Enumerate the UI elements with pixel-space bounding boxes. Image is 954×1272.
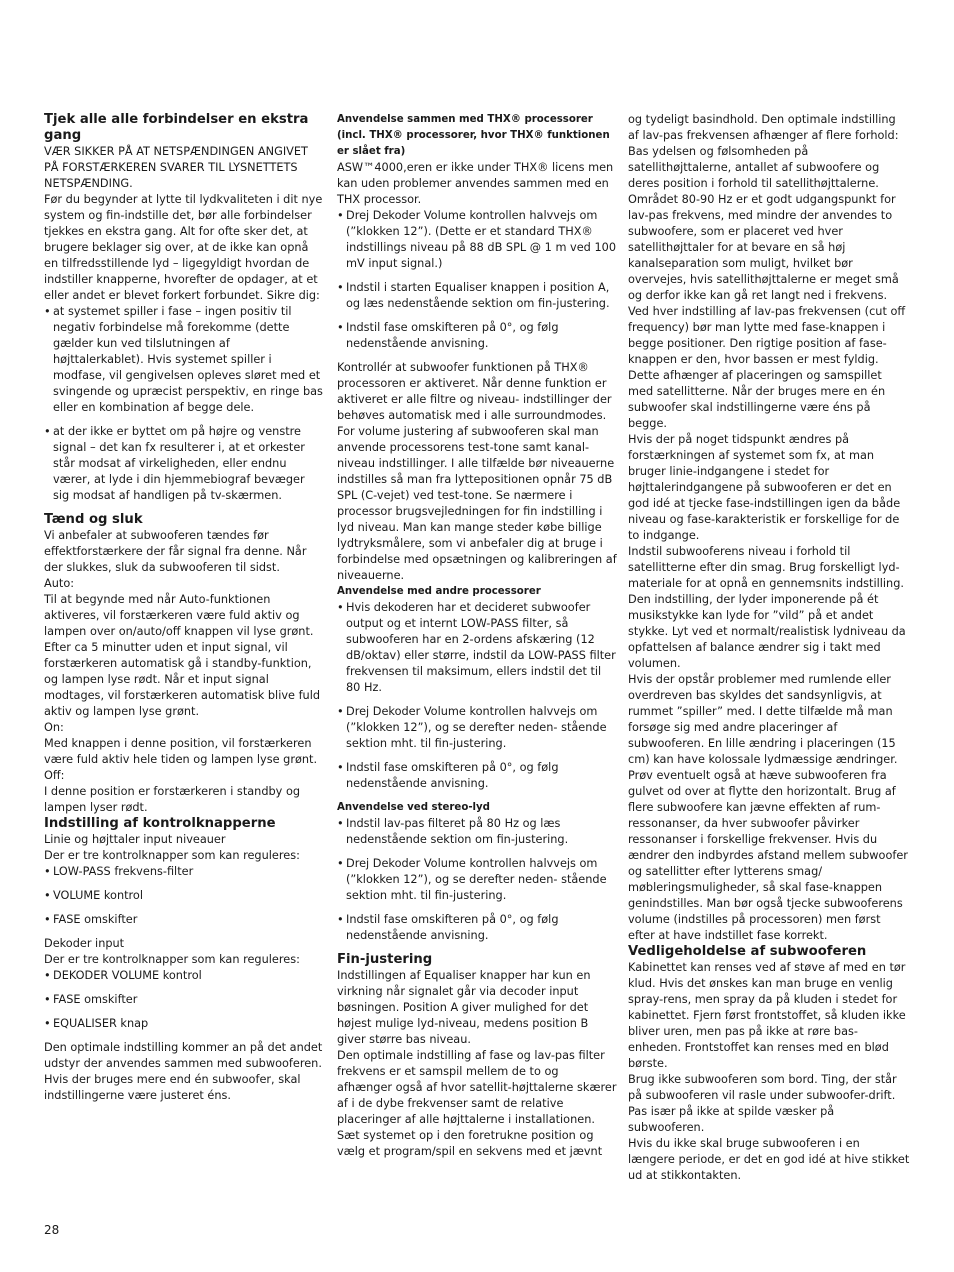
bullet-list [337, 208, 617, 352]
list-item: • EQUALISER knap [44, 1016, 324, 1032]
paragraph: ASW™4000,eren er ikke under THX® licens men kan uden problemer anvendes sammen med en THX processor. [337, 161, 614, 206]
bullet-list [337, 816, 617, 944]
bullet-list [44, 968, 324, 1032]
heading-tjek-alle-alle-forbindelser-en-ekstra-ga: Tjek alle alle forbindelser en ekstra gang [44, 112, 309, 143]
list-item: • at der ikke er byttet om på højre og venstre signal – det kan fx resulterer i, at et orkester står modsat af virkeligheden, eller endnu værer, at lyde i din hjemmebiograf bevæger sig modsat af handligen på tv-skærmen. [44, 424, 324, 504]
list-item: • Indstil fase omskifteren på 0°, og følg nedenstående anvisning. [337, 912, 617, 944]
paragraph: VÆR SIKKER PÅ AT NETSPÆNDINGEN ANGIVET PÅ FORSTÆRKEREN SVARER TIL LYSNETTETS NETSPÆNDING. [44, 145, 308, 190]
paragraph: Der er tre kontrolknapper som kan reguleres: [44, 953, 300, 966]
list-item: • Indstil lav-pas filteret på 80 Hz og læs nedenstående sektion om fin-justering. [337, 816, 617, 848]
paragraph: Før du begynder at lytte til lydkvaliteten i dit nye system og fin-indstille det, bør alle forbindelser tjekkes en ekstra gang. Alt for ofte sker det, at brugere beklager sig over, at de ikke kan opnå en tilfredsstillende lyd – ligegyldigt hvordan de indstiller knapperne, hvorefter de opdager, at et eller andet er blevet forkert forbundet. Sikre dig: [44, 193, 323, 302]
paragraph: Auto: Til at begynde med når Auto-funktionen aktiveres, vil forstærkeren være fuld aktiv og lampen over on/auto/off knappen vil lyse grønt. Efter ca 5 minutter uden et input signal, vil forstærkeren automatisk gå i standby-funktion, og lampen lyse rødt. Når et input signal modtages, vil forstærkeren automatisk blive fuld aktiv og lampen lyse grønt. [44, 577, 321, 718]
list-item: • Drej Dekoder Volume kontrollen halvvejs om (”klokken 12”), og se derefter neden- stående sektion mht. til fin-justering. [337, 704, 617, 752]
heading-anvendelse-sammen-med-thx-processorer-in: Anvendelse sammen med THX® processorer (incl. THX® processorer, hvor THX® funktionen er slået fra) [337, 114, 610, 157]
paragraph: Off: I denne position er forstærkeren i standby og lampen lyser rødt. [44, 769, 301, 814]
heading-tænd-og-sluk: Tænd og sluk [44, 512, 143, 527]
paragraph: Kabinettet kan renses ved af støve af med en tør klud. Hvis det ønskes kan man bruge en venlig spray-rens, men spray da på kluden i stedet for kabinettet. Fjern først frontstoffet, så kluden ikke bliver uren, men pas på ikke at røre bas-enheden. Frontstoffet kan renses med en blød børste. [628, 961, 906, 1070]
heading-vedligeholdelse-af-subwooferen: Vedligeholdelse af subwooferen [628, 944, 867, 959]
paragraph: Hvis der på noget tidspunkt ændres på forstærkningen af systemet som fx, at man bruger linie-indgangene i stedet for højttalerindgangene på subwooferen er det en god idé at tjecke fase-indstillingen igen da både niveau og fase-karakteristik er forskellige for de to indgange. [628, 433, 901, 542]
list-item: • Hvis dekoderen har et decideret subwoofer output og et internt LOW-PASS filter, så subwooferen har en 2-ordens afskæring (12 dB/oktav) eller større, indstil da LOW-PASS filter frekvensen til maksimum, ellers indstil det til 80 Hz. [337, 600, 617, 696]
paragraph: Ved hver indstilling af lav-pas frekvensen (cut off frequency) bør man lytte med fase-knappen i begge positioner. Den rigtige position af fase-knappen er den, hvor bassen er mest fyldig. Dette afhænger af placeringen og samspillet med satellitterne. Når der bruges mere en én subwoofer skal indstillingerne være éns på begge. [628, 305, 906, 430]
paragraph: Den optimale indstilling af fase og lav-pas filter frekvens er et samspil mellem de to og afhænger også af hvor satellit-højttalerne skærer af i de dybe frekvenser samt de relative placeringer af alle højttalerne i installationen. [337, 1049, 617, 1126]
list-item: • Drej Dekoder Volume kontrollen halvvejs om (”klokken 12”), og se derefter neden- stående sektion mht. til fin-justering. [337, 856, 617, 904]
heading-anvendelse-med-andre-processorer: Anvendelse med andre processorer [337, 586, 541, 597]
paragraph: Hvis der opstår problemer med rumlende eller overdreven bas skyldes det sandsynligvis, at rummet ”spiller” med. I dette tilfælde må man forsøge sig med andre placeringer af subwooferen. En lille ændring i placeringen (15 cm) kan have kolossale lydmæssige ændringer. [628, 673, 898, 766]
list-item: • Indstil fase omskifteren på 0°, og følg nedenstående anvisning. [337, 760, 617, 792]
heading-fin-justering: Fin-justering [337, 952, 433, 967]
paragraph: og tydeligt basindhold. Den optimale indstilling af lav-pas frekvensen afhænger af flere forhold: Bas ydelsen og følsomheden på satellithøjttalerne, antallet af subwoofere og deres position i forhold til satellithøjttalerne. Området 80-90 Hz er et godt udgangspunkt for lav-pas frekvens, med mindre der anvendes to subwoofere, som er placeret ved hver satellithøjttaler for at bevare en så høj kanalseparation som muligt, hvilket bør overvejes, hvis satellithøjttalerne er meget små og derfor ikke kan gå ret langt ned i frekvens. [628, 113, 899, 302]
paragraph: Hvis du ikke skal bruge subwooferen i en længere periode, er det en god idé at hive stikket ud at stikkontakten. [628, 1137, 910, 1182]
list-item: • Drej Dekoder Volume kontrollen halvvejs om (”klokken 12”). (Dette er et standard THX® indstillings niveau på 88 dB SPL @ 1 m ved 100 mV input signal.) [337, 208, 617, 272]
paragraph: Prøv eventuelt også at hæve subwooferen fra gulvet od over at flytte den horizontalt. Brug af flere subwoofere kan jævne effekten af rum-ressonanser, da hver subwoofer påvirker ressonanser i forskellige frekvenser. Hvis du ændrer den indbyrdes afstand mellem subwoofer og satellitter efter lytterens smag/ møbleringsmuligheder, så skal fase-knappen genindstilles. Man bør også tjecke subwooferens volume (indstilles på processoren) men først efter at have indstillet fase korrekt. [628, 769, 908, 942]
paragraph: Kontrollér at subwoofer funktionen på THX® processoren er aktiveret. Når denne funktion er aktiveret er alle filtre og niveau- indstillinger der behøves automatisk med i alle surroundmodes. For volume justering af subwooferen skal man anvende processorens test-tone samt kanal-niveau indstillinger. I alle tilfælde bør niveauerne indstilles så man fra lyttepositionen opnår 75 dB SPL (C-vejet) ved test-tone. Se nærmere i processor brugsvejledningen for fin indstilling i lyd niveau. Man kan mange steder købe billige lydtryksmålere, som vi anbefaler dig at bruge i forbindelse med opsætningen og kalibreringen af niveauerne. [337, 361, 617, 582]
list-item: • FASE omskifter [44, 912, 324, 928]
heading-indstilling-af-kontrolknapperne: Indstilling af kontrolknapperne [44, 816, 276, 831]
column-middle [337, 112, 617, 1160]
list-item: • VOLUME kontrol [44, 888, 324, 904]
paragraph: On: Med knappen i denne position, vil forstærkeren være fuld aktiv hele tiden og lampen lyse grønt. [44, 721, 318, 766]
list-item: • at systemet spiller i fase – ingen positiv til negativ forbindelse må forekomme (dette gælder kun ved tilslutningen af højttalerkablet). Hvis systemet spiller i modfase, vil gengivelsen opleves sløret med et svingende og upræcist perspektiv, en ringe bas eller en kombination af begge dele. [44, 304, 324, 416]
paragraph: Vi anbefaler at subwooferen tændes før effektforstærkere der får signal fra denne. Når der slukkes, sluk da subwooferen til sidst. [44, 529, 307, 574]
paragraph: Linie og højttaler input niveauer [44, 833, 226, 846]
paragraph: Brug ikke subwooferen som bord. Ting, der står på subwooferen vil rasle under subwoofer-drift. Pas især på ikke at spilde væsker på subwooferen. [628, 1073, 897, 1134]
list-item: • LOW-PASS frekvens-filter [44, 864, 324, 880]
paragraph: Sæt systemet op i den foretrukne position og vælg et program/spil en sekvens med et jævnt [337, 1129, 603, 1158]
paragraph: Der er tre kontrolknapper som kan reguleres: [44, 849, 300, 862]
column-left [44, 112, 324, 1104]
bullet-list [44, 304, 324, 504]
heading-anvendelse-ved-stereo-lyd: Anvendelse ved stereo-lyd [337, 802, 490, 813]
paragraph: Dekoder input [44, 937, 125, 950]
list-item: • Indstil fase omskifteren på 0°, og følg nedenstående anvisning. [337, 320, 617, 352]
list-item: • DEKODER VOLUME kontrol [44, 968, 324, 984]
paragraph: Indstil subwooferens niveau i forhold til satellitterne efter din smag. Brug forskelligt lyd-materiale for at opnå en gennemsnits indstilling. Den indstilling, der lyder imponerende på ét musikstykke kan lyde for ”vild” på et andet stykke. Lyt ved et normalt/realistisk lydniveau da opfattelsen af balance ændrer sig i takt med volumen. [628, 545, 906, 670]
list-item: • Indstil i starten Equaliser knappen i position A, og læs nedenstående sektion om fin-justering. [337, 280, 617, 312]
paragraph: Den optimale indstilling kommer an på det andet udstyr der anvendes sammen med subwooferen. Hvis der bruges mere end én subwoofer, skal indstillingerne være justeret éns. [44, 1041, 323, 1102]
page-number: 28 [44, 1223, 60, 1237]
bullet-list [44, 864, 324, 928]
paragraph: Indstillingen af Equaliser knapper har kun en virkning når signalet går via decoder input bøsningen. Position A giver mulighed for det højest mulige lyd-niveau, medens position B giver større bas niveau. [337, 969, 591, 1046]
bullet-list [337, 600, 617, 792]
list-item: • FASE omskifter [44, 992, 324, 1008]
column-right [628, 112, 910, 1184]
